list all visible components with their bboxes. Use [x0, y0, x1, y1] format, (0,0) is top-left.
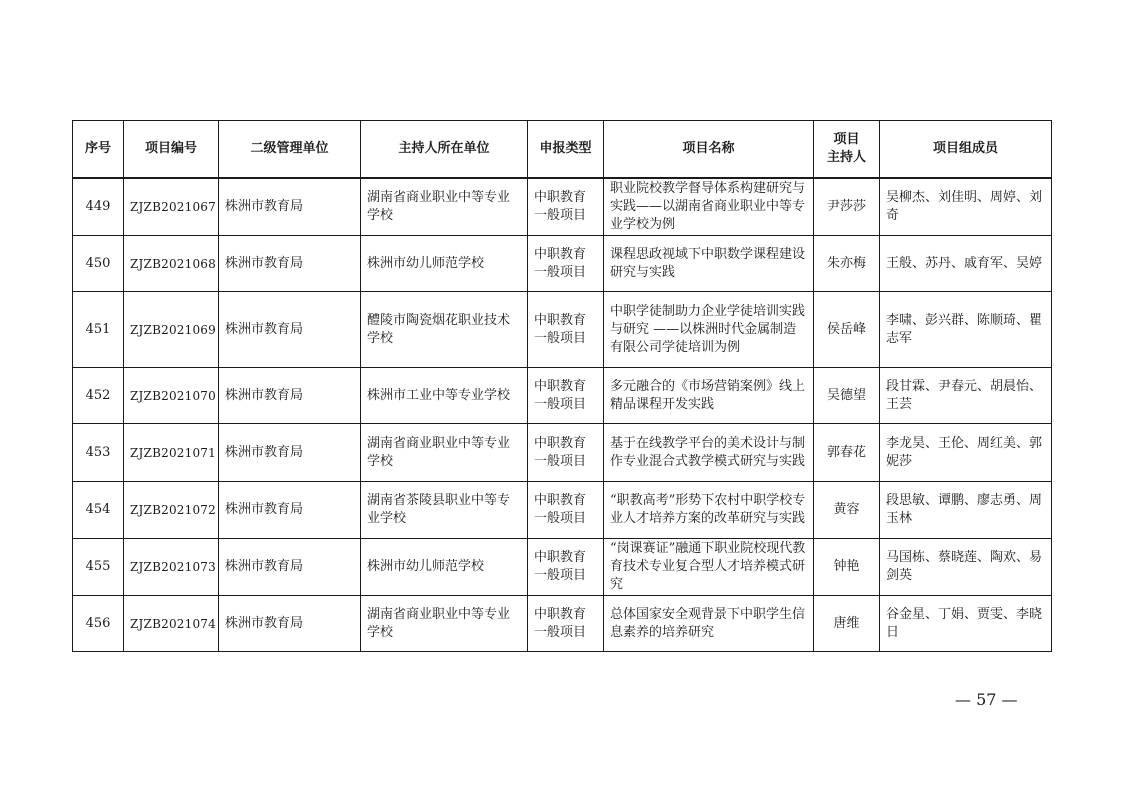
cell-code: ZJZB2021073 [124, 539, 219, 596]
cell-dept: 株洲市教育局 [219, 424, 361, 482]
header-leader [814, 121, 880, 178]
cell-code: ZJZB2021072 [124, 482, 219, 539]
cell-unit: 株洲市工业中等专业学校 [361, 368, 528, 424]
cell-leader: 朱亦梅 [814, 236, 880, 292]
cell-leader: 郭春花 [814, 424, 880, 482]
cell-members: 王般、苏丹、戚育军、吴婷 [880, 236, 1052, 292]
cell-type: 中职教育一般项目 [528, 236, 604, 292]
cell-no: 451 [73, 292, 124, 368]
cell-no: 452 [73, 368, 124, 424]
header-dept: 二级管理单位 [219, 121, 361, 178]
cell-type: 中职教育一般项目 [528, 178, 604, 236]
cell-project-name: 多元融合的《市场营销案例》线上精品课程开发实践 [604, 368, 814, 424]
header-code: 项目编号 [124, 121, 219, 178]
cell-code: ZJZB2021071 [124, 424, 219, 482]
cell-unit: 株洲市幼儿师范学校 [361, 539, 528, 596]
cell-type: 中职教育一般项目 [528, 368, 604, 424]
cell-dept: 株洲市教育局 [219, 539, 361, 596]
table-row [73, 424, 1052, 482]
cell-leader: 黄容 [814, 482, 880, 539]
cell-members: 段思敏、谭鹏、廖志勇、周玉林 [880, 482, 1052, 539]
cell-leader: 钟艳 [814, 539, 880, 596]
cell-project-name: “岗课赛证”融通下职业院校现代教育技术专业复合型人才培养模式研究 [604, 539, 814, 596]
header-leader-line2: 主持人 [826, 149, 866, 165]
project-table [72, 120, 1052, 652]
cell-members: 吴柳杰、刘佳明、周婷、刘奇 [880, 178, 1052, 236]
cell-unit: 湖南省商业职业中等专业学校 [361, 596, 528, 652]
table-row [73, 292, 1052, 368]
cell-leader: 侯岳峰 [814, 292, 880, 368]
cell-members: 李啸、彭兴群、陈顺琦、瞿志军 [880, 292, 1052, 368]
cell-code: ZJZB2021067 [124, 178, 219, 236]
cell-unit: 湖南省茶陵县职业中等专业学校 [361, 482, 528, 539]
header-name: 项目名称 [604, 121, 814, 178]
cell-unit: 醴陵市陶瓷烟花职业技术学校 [361, 292, 528, 368]
cell-code: ZJZB2021074 [124, 596, 219, 652]
cell-code: ZJZB2021070 [124, 368, 219, 424]
cell-unit: 株洲市幼儿师范学校 [361, 236, 528, 292]
cell-members: 李龙昊、王伦、周红美、郭妮莎 [880, 424, 1052, 482]
table-row [73, 539, 1052, 596]
table-row [73, 236, 1052, 292]
table-body [73, 178, 1052, 652]
cell-members: 马国栋、蔡晓莲、陶欢、易剑英 [880, 539, 1052, 596]
header-leader-line1: 项目 [833, 131, 860, 147]
cell-type: 中职教育一般项目 [528, 596, 604, 652]
cell-type: 中职教育一般项目 [528, 482, 604, 539]
cell-dept: 株洲市教育局 [219, 368, 361, 424]
cell-unit: 湖南省商业职业中等专业学校 [361, 424, 528, 482]
cell-type: 中职教育一般项目 [528, 424, 604, 482]
cell-leader: 尹莎莎 [814, 178, 880, 236]
cell-unit: 湖南省商业职业中等专业学校 [361, 178, 528, 236]
cell-project-name: 职业院校教学督导体系构建研究与实践——以湖南省商业职业中等专业学校为例 [604, 178, 814, 236]
cell-no: 450 [73, 236, 124, 292]
cell-members: 谷金星、丁娟、贾雯、李晓日 [880, 596, 1052, 652]
cell-no: 455 [73, 539, 124, 596]
cell-project-name: 中职学徒制助力企业学徒培训实践与研究 ——以株洲时代金属制造有限公司学徒培训为例 [604, 292, 814, 368]
header-members: 项目组成员 [880, 121, 1052, 178]
table-row [73, 178, 1052, 236]
header-no: 序号 [73, 121, 124, 178]
cell-leader: 唐维 [814, 596, 880, 652]
cell-project-name: 总体国家安全观背景下中职学生信息素养的培养研究 [604, 596, 814, 652]
cell-dept: 株洲市教育局 [219, 292, 361, 368]
cell-type: 中职教育一般项目 [528, 292, 604, 368]
cell-no: 456 [73, 596, 124, 652]
cell-members: 段甘霖、尹春元、胡晨怡、王芸 [880, 368, 1052, 424]
table-row [73, 482, 1052, 539]
table-row [73, 368, 1052, 424]
cell-project-name: 基于在线教学平台的美术设计与制作专业混合式教学模式研究与实践 [604, 424, 814, 482]
cell-no: 454 [73, 482, 124, 539]
cell-code: ZJZB2021069 [124, 292, 219, 368]
cell-no: 453 [73, 424, 124, 482]
header-type: 申报类型 [528, 121, 604, 178]
cell-code: ZJZB2021068 [124, 236, 219, 292]
cell-dept: 株洲市教育局 [219, 178, 361, 236]
header-unit: 主持人所在单位 [361, 121, 528, 178]
cell-dept: 株洲市教育局 [219, 596, 361, 652]
cell-type: 中职教育一般项目 [528, 539, 604, 596]
table-row [73, 596, 1052, 652]
cell-no: 449 [73, 178, 124, 236]
cell-project-name: 课程思政视域下中职数学课程建设研究与实践 [604, 236, 814, 292]
cell-dept: 株洲市教育局 [219, 482, 361, 539]
cell-leader: 吴德望 [814, 368, 880, 424]
page-number: — 57 — [955, 690, 1018, 709]
cell-project-name: “职教高考”形势下农村中职学校专业人才培养方案的改革研究与实践 [604, 482, 814, 539]
table-header [73, 121, 1052, 178]
cell-dept: 株洲市教育局 [219, 236, 361, 292]
